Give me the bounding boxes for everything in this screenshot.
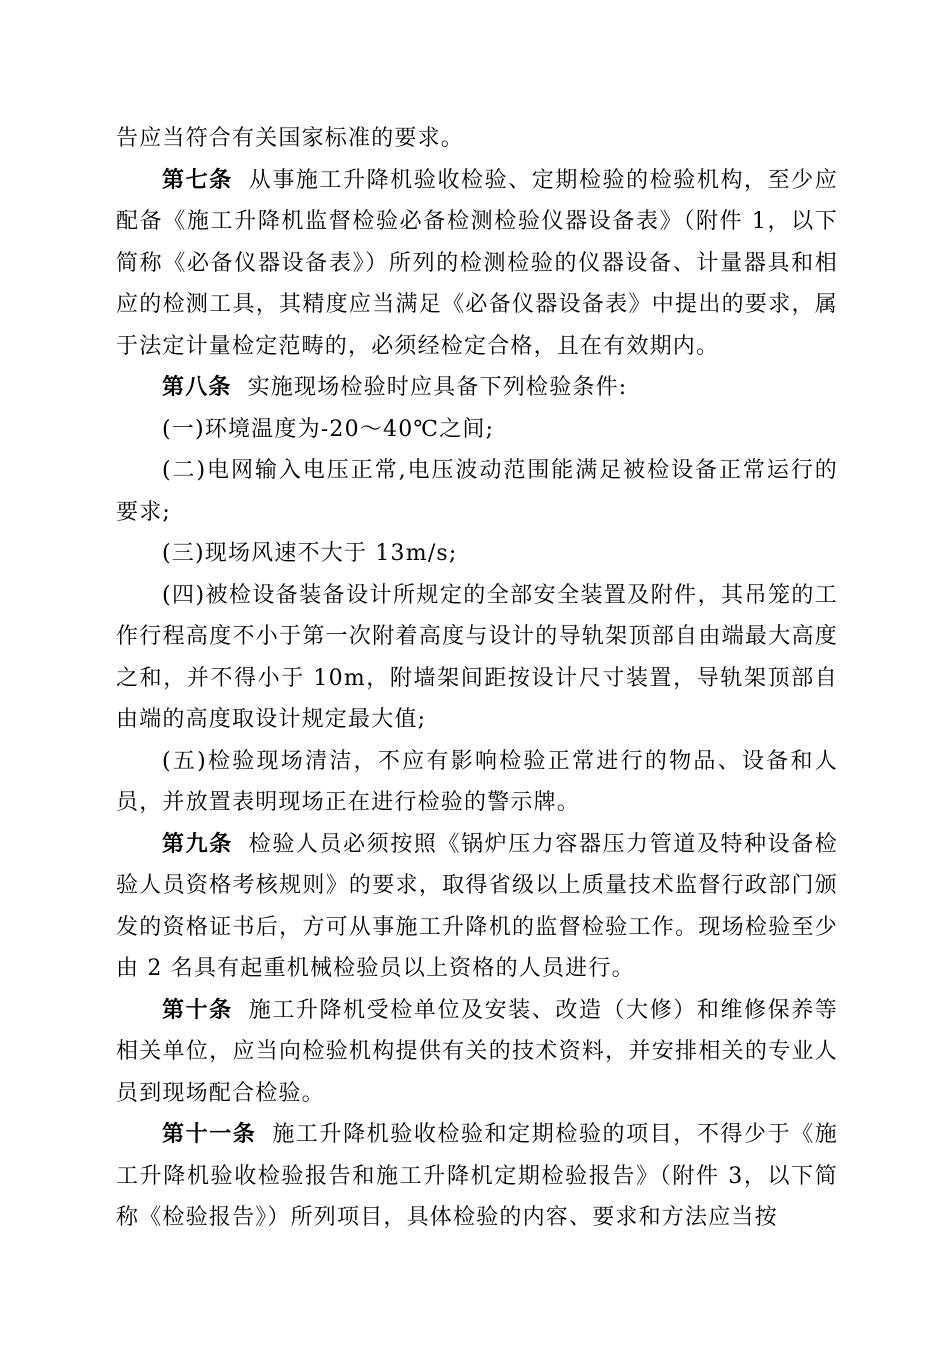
paragraph-article-9 — [116, 824, 838, 990]
list-item-3 — [116, 533, 838, 575]
paragraph-text: (二)电网输入电压正常,电压波动范围能满足被检设备正常运行的要求; — [116, 458, 838, 525]
article-number: 第九条 — [162, 830, 233, 857]
paragraph-text: 告应当符合有关国家标准的要求。 — [116, 126, 465, 151]
paragraph-text: 实施现场检验时应具备下列检验条件: — [247, 375, 628, 400]
list-item-1 — [116, 409, 838, 451]
paragraph-article-7 — [116, 160, 838, 368]
paragraph-text: 施工升降机验收检验和定期检验的项目，不得少于《施工升降机验收检验报告和施工升降机定期检验报告》（附件 3，以下简称《检验报告》）所列项目，具体检验的内容、要求和方法应当按 — [116, 1122, 838, 1230]
paragraph-text: (一)环境温度为-20～40℃之间; — [162, 416, 495, 442]
list-item-5 — [116, 741, 838, 824]
paragraph-text: (五)检验现场清洁，不应有影响检验正常进行的物品、设备和人员，并放置表明现场正在进行检验的警示牌。 — [116, 748, 838, 815]
paragraph-article-8 — [116, 367, 838, 409]
document-body — [116, 118, 838, 1239]
article-number: 第七条 — [162, 166, 233, 193]
paragraph-text: (四)被检设备装备设计所规定的全部安全装置及附件，其吊笼的工作行程高度不小于第一次附着高度与设计的导轨架顶部自由端最大高度之和，并不得小于 10m，附墙架间距按设计尺寸装置，导轨架顶部自由端的高度取设计规定最大值; — [116, 582, 838, 732]
paragraph-text: (三)现场风速不大于 13m/s; — [162, 541, 458, 566]
paragraph-text: 从事施工升降机验收检验、定期检验的检验机构，至少应配备《施工升降机监督检验必备检测检验仪器设备表》（附件 1，以下简称《必备仪器设备表》）所列的检测检验的仪器设备、计量器具和相应的检测工具，其精度应当满足《必备仪器设备表》中提出的要求，属于法定计量检定范畴的，必须经检定合格，且在有效期内。 — [116, 167, 838, 359]
paragraph-article-10 — [116, 990, 838, 1115]
article-number: 第十一条 — [162, 1121, 257, 1147]
paragraph-text: 检验人员必须按照《锅炉压力容器压力管道及特种设备检验人员资格考核规则》的要求，取得省级以上质量技术监督行政部门颁发的资格证书后，方可从事施工升降机的监督检验工作。现场检验至少由 2 名具有起重机械检验员以上资格的人员进行。 — [116, 831, 838, 981]
list-item-2 — [116, 450, 838, 533]
article-number: 第八条 — [162, 374, 232, 400]
paragraph-text: 施工升降机受检单位及安装、改造（大修）和维修保养等相关单位，应当向检验机构提供有关的技术资料，并安排相关的专业人员到现场配合检验。 — [116, 997, 838, 1106]
list-item-4 — [116, 575, 838, 741]
article-number: 第十条 — [162, 996, 233, 1023]
paragraph-article-11 — [116, 1114, 838, 1239]
paragraph-continuation — [116, 118, 838, 160]
